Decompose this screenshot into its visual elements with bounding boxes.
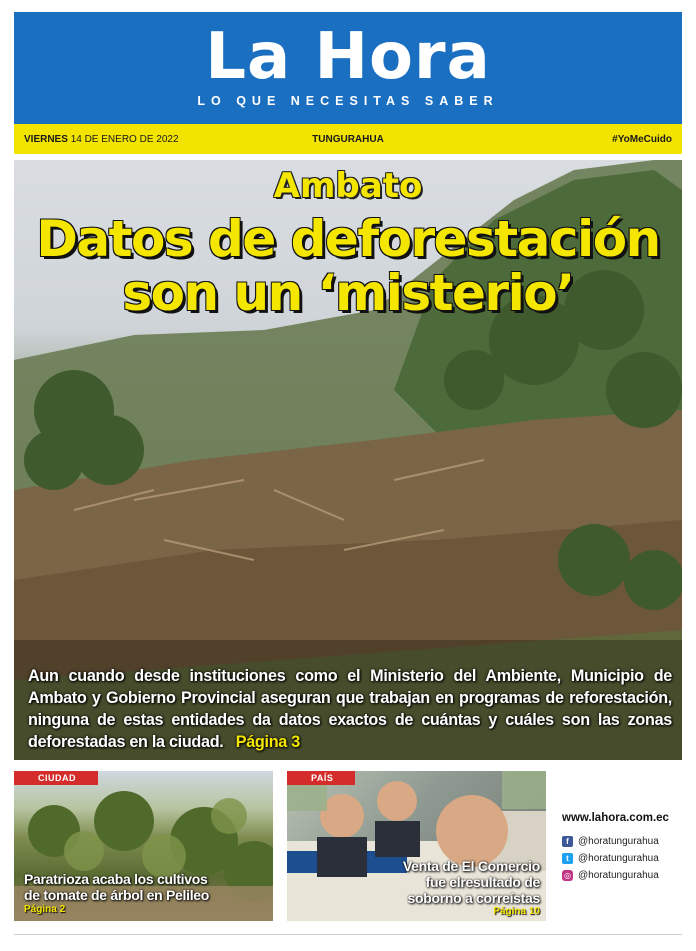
- story-title[interactable]: [24, 871, 209, 903]
- date-bar: [14, 124, 682, 154]
- twitter-icon: t: [562, 853, 573, 864]
- date: 14 DE ENERO DE 2022: [70, 134, 179, 145]
- lead-summary: [28, 665, 672, 753]
- instagram-handle: @horatungurahua: [578, 870, 659, 881]
- section-tag-ciudad: CIUDAD: [14, 771, 98, 785]
- story-card-ciudad[interactable]: [14, 771, 273, 921]
- edition-label: TUNGURAHUA: [312, 134, 384, 145]
- headline-line-1: Datos de deforestación: [36, 210, 660, 268]
- twitter-handle: @horatungurahua: [578, 853, 659, 864]
- tagline: LO QUE NECESITAS SABER: [197, 94, 499, 108]
- social-links: [562, 812, 687, 885]
- masthead: [14, 12, 682, 124]
- lead-page-ref[interactable]: Página 3: [235, 733, 300, 751]
- headline-line-2: son un ‘misterio’: [122, 264, 574, 322]
- bottom-divider: [14, 934, 682, 935]
- facebook-icon: f: [562, 836, 573, 847]
- instagram-link[interactable]: [562, 868, 687, 883]
- lead-summary-text: Aun cuando desde instituciones como el Ministerio del Ambiente, Municipio de Ambato y Gobierno Provincial aseguran que trabajan en programas de reforestación, ninguna de estas entidades da datos exactos de cuántas y cuáles son las zonas deforestadas en la ciudad.: [28, 667, 672, 751]
- twitter-link[interactable]: [562, 851, 687, 866]
- weekday: VIERNES: [24, 134, 68, 145]
- lead-story[interactable]: [14, 160, 682, 760]
- hashtag[interactable]: #YoMeCuido: [612, 134, 672, 145]
- lead-kicker: Ambato: [273, 166, 423, 206]
- story-title-line-2: fue elresultado de: [425, 874, 540, 890]
- website-link[interactable]: www.lahora.com.ec: [562, 812, 669, 824]
- story-card-pais[interactable]: [287, 771, 546, 921]
- facebook-handle: @horatungurahua: [578, 836, 659, 847]
- story-title[interactable]: [403, 858, 540, 906]
- story-title-line-1: Venta de El Comercio: [402, 858, 540, 874]
- facebook-link[interactable]: [562, 834, 687, 849]
- section-tag-pais: PAÍS: [287, 771, 355, 785]
- newspaper-logo[interactable]: La Hora: [205, 20, 491, 94]
- story-page-ref[interactable]: Página 2: [24, 904, 66, 915]
- instagram-icon: ◎: [562, 870, 573, 881]
- story-title-line-3: soborno a correístas: [407, 890, 540, 906]
- story-title-line-2: de tomate de árbol en Pelileo: [24, 887, 210, 903]
- lead-headline[interactable]: [14, 212, 682, 320]
- story-page-ref[interactable]: Página 10: [493, 906, 540, 917]
- story-title-line-1: Paratrioza acaba los cultivos: [24, 871, 208, 887]
